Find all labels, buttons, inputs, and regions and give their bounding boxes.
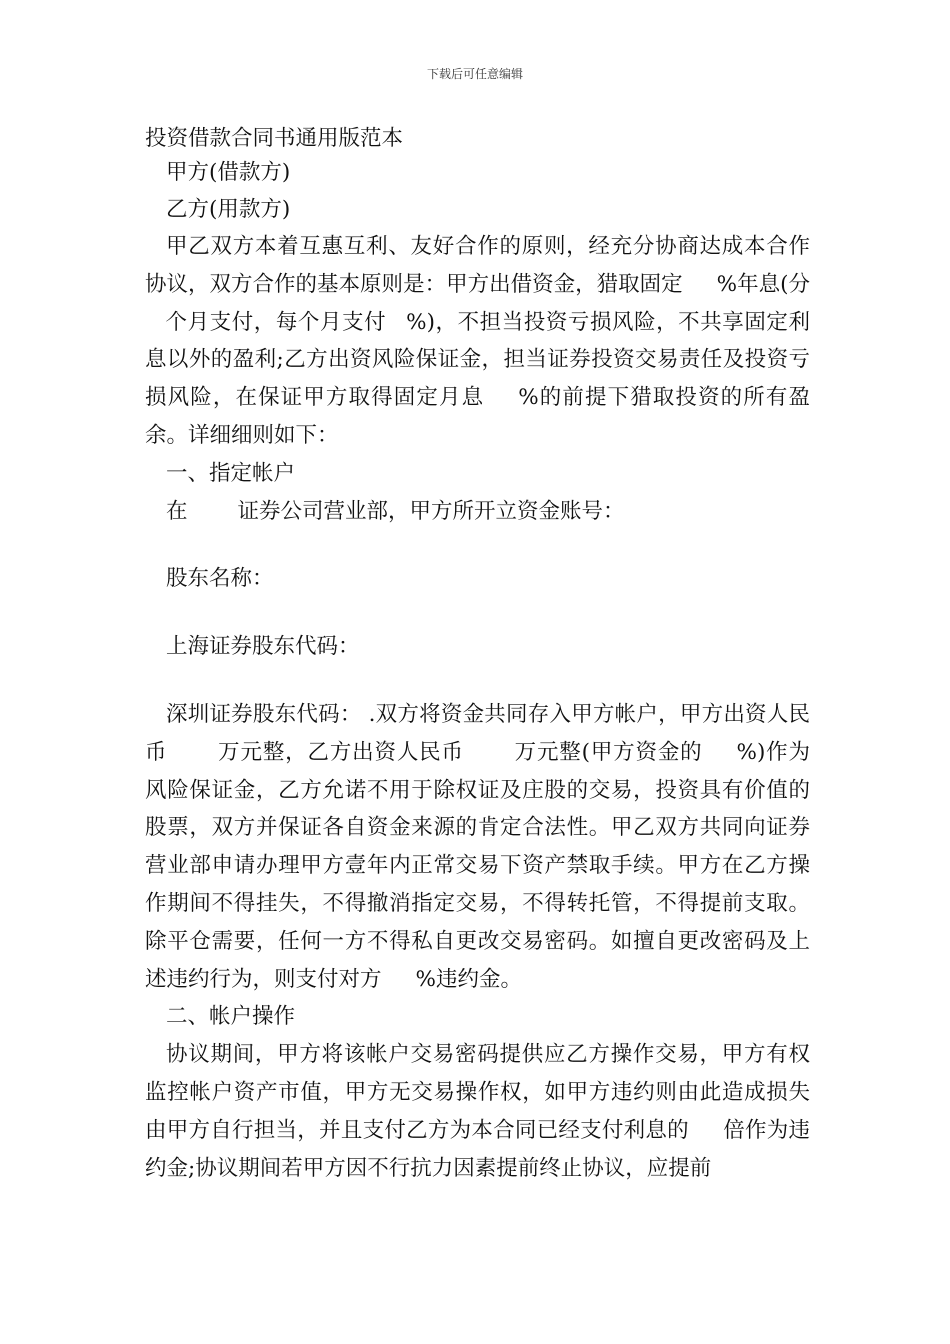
intro-text-4: %)，不担当投资亏损风险，不共享固定利息以外的盈利;乙方出资风险保证金，担当证券投资交易责任及投资亏损风险，在保证甲方取得固定月息 <box>145 309 810 411</box>
document-title: 投资借款合同书通用版范本 <box>145 126 404 151</box>
account-line <box>145 493 810 531</box>
shenzhen-text-4: %)作为风险保证金，乙方允诺不用于除权证及庄股的交易，投资具有价值的股票，双方并保证各自资金来源的肯定合法性。甲乙双方共同向证券营业部申请办理甲方壹年内正常交易下资产禁取手续。甲方在乙方操作期间不得挂失，不得撤消指定交易，不得转托管，不得提前支取。除平仓需要，任何一方不得私自更改交易密码。如擅自更改密码及上述违约行为，则支付对方 <box>145 739 810 992</box>
intro-text-5: %的前提下猎取投资的所有盈余。详细细则如下： <box>145 385 810 448</box>
shenzhen-text-3: 万元整(甲方资金的 <box>513 739 703 765</box>
section2-paragraph <box>145 1036 810 1187</box>
party-b-line: 乙方(用款方) <box>166 197 291 222</box>
blank-space <box>145 530 810 560</box>
document-body <box>145 124 810 1187</box>
section2-text-1: 协议期间，甲方将该帐户交易密码提供应乙方操作交易，甲方有权监控帐户资产市值，甲方无交易操作权，如甲方违约则由此造成损失由甲方自行担当，并且支付乙方为本合同已经支付利息的 <box>145 1042 810 1143</box>
shenzhen-text-2: 万元整，乙方出资人民币 <box>217 739 464 765</box>
section2-heading: 二、帐户操作 <box>166 1004 296 1030</box>
shanghai-code-line: 上海证券股东代码： <box>166 634 360 660</box>
intro-text-3: 个月支付，每个月支付 <box>165 309 387 335</box>
header-note: 下载后可任意编辑 <box>426 67 523 81</box>
account-prefix: 在 <box>166 498 188 524</box>
intro-paragraph <box>145 228 810 455</box>
account-suffix: 证券公司营业部，甲方所开立资金账号： <box>237 498 625 524</box>
intro-text-1: 甲乙双方本着互惠互利、友好合作的原则，经充分协商达成本合作协议，双方合作的基本原则是：甲方出借资金，猎取固定 <box>145 234 810 297</box>
blank-space <box>145 598 810 628</box>
shenzhen-text-5: %违约金。 <box>415 966 522 992</box>
shareholder-name-line: 股东名称： <box>166 566 274 592</box>
intro-text-2: %年息(分 <box>716 271 810 297</box>
section2-text-2: 倍作为违约金;协议期间若甲方因不行抗力因素提前终止协议，应提前 <box>145 1117 810 1181</box>
section1-heading: 一、指定帐户 <box>166 460 296 486</box>
party-a-line: 甲方(借款方) <box>166 160 291 185</box>
shenzhen-paragraph <box>145 696 810 998</box>
shenzhen-text-1: 深圳证券股东代码： .双方将资金共同存入甲方帐户，甲方出资人民币 <box>145 701 810 765</box>
blank-space <box>145 666 810 696</box>
